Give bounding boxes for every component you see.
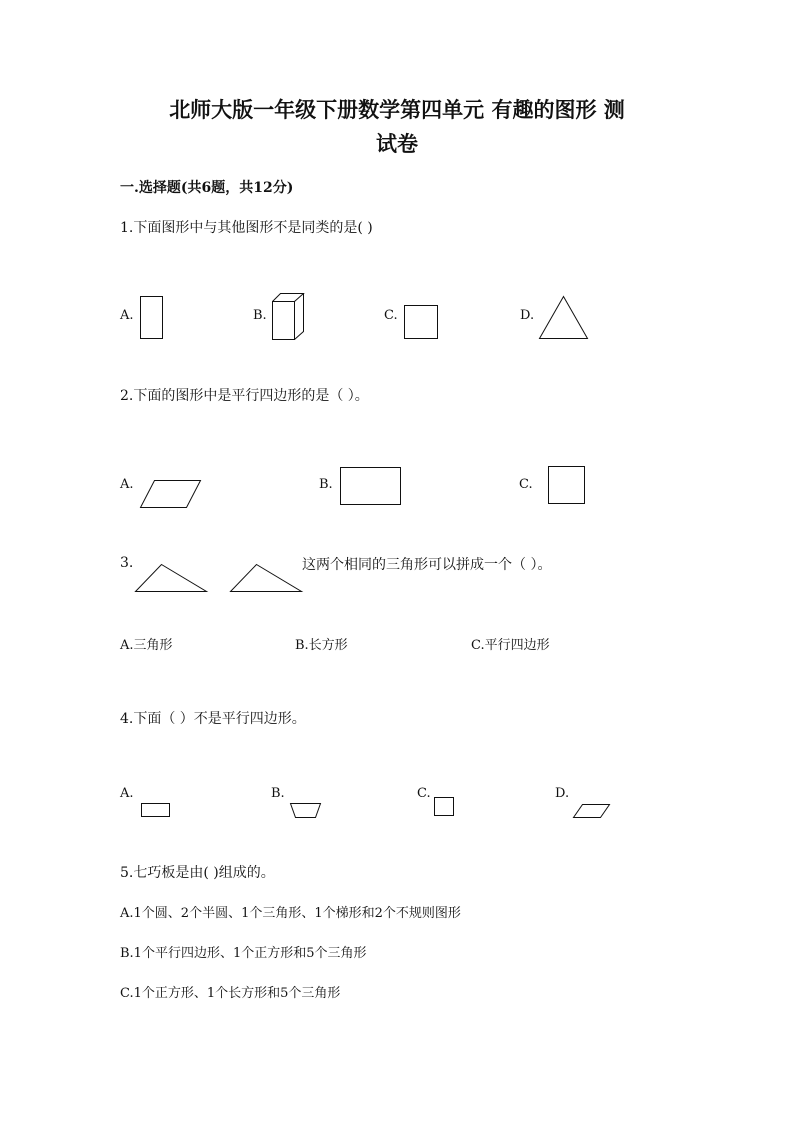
- question-3-stem: 这两个相同的三角形可以拼成一个（ ）。: [302, 557, 552, 573]
- q1-option-d-triangle-icon: [539, 296, 589, 340]
- q4-option-a-rectangle-icon: [141, 803, 171, 819]
- q4-option-b-trapezoid-icon: [290, 803, 322, 819]
- q3-option-a[interactable]: A.三角形: [120, 638, 173, 653]
- page-title-line2: 试卷: [376, 131, 418, 156]
- q3-triangle-right-icon: [230, 564, 304, 594]
- q5-option-a[interactable]: A.1个圆、2个半圆、1个三角形、1个梯形和2个不规则图形: [120, 906, 461, 921]
- question-1-stem: 1.下面图形中与其他图形不是同类的是( ): [120, 220, 373, 236]
- q3-option-b[interactable]: B.长方形: [295, 638, 348, 653]
- q1-option-a-label[interactable]: A.: [120, 308, 134, 323]
- q2-option-b-rectangle-icon: [340, 467, 402, 507]
- q4-option-c-square-icon: [434, 797, 456, 817]
- q1-option-b-cuboid-icon: [272, 293, 306, 341]
- q1-option-d-label[interactable]: D.: [520, 308, 535, 323]
- q3-triangle-left-icon: [135, 564, 209, 594]
- q2-option-b-label[interactable]: B.: [319, 477, 333, 492]
- q3-option-c[interactable]: C.平行四边形: [471, 638, 550, 653]
- section-heading: 一.选择题(共6题，共12分): [120, 180, 294, 196]
- q1-option-c-square-icon: [404, 305, 440, 341]
- q4-option-d-parallelogram-icon: [573, 804, 613, 822]
- q4-option-a-label[interactable]: A.: [120, 786, 134, 801]
- q4-option-c-label[interactable]: C.: [417, 786, 431, 801]
- q2-option-c-square-icon: [548, 466, 586, 506]
- question-5-stem: 5.七巧板是由( )组成的。: [120, 865, 275, 881]
- page-title-line1: 北师大版一年级下册数学第四单元 有趣的图形 测: [169, 97, 625, 122]
- q2-option-a-parallelogram-icon: [140, 480, 202, 510]
- q2-option-c-label[interactable]: C.: [519, 477, 533, 492]
- q4-option-b-label[interactable]: B.: [271, 786, 285, 801]
- q1-option-b-label[interactable]: B.: [253, 308, 267, 323]
- q1-option-c-label[interactable]: C.: [384, 308, 398, 323]
- question-4-stem: 4.下面（ ）不是平行四边形。: [120, 711, 306, 727]
- q5-option-b[interactable]: B.1个平行四边形、1个正方形和5个三角形: [120, 946, 367, 961]
- question-2-stem: 2.下面的图形中是平行四边形的是（ ）。: [120, 388, 369, 404]
- q4-option-d-label[interactable]: D.: [555, 786, 570, 801]
- q5-option-c[interactable]: C.1个正方形、1个长方形和5个三角形: [120, 986, 341, 1001]
- q1-option-a-rectangle-icon: [140, 296, 166, 340]
- q2-option-a-label[interactable]: A.: [120, 477, 134, 492]
- question-3-number: 3.: [120, 555, 134, 571]
